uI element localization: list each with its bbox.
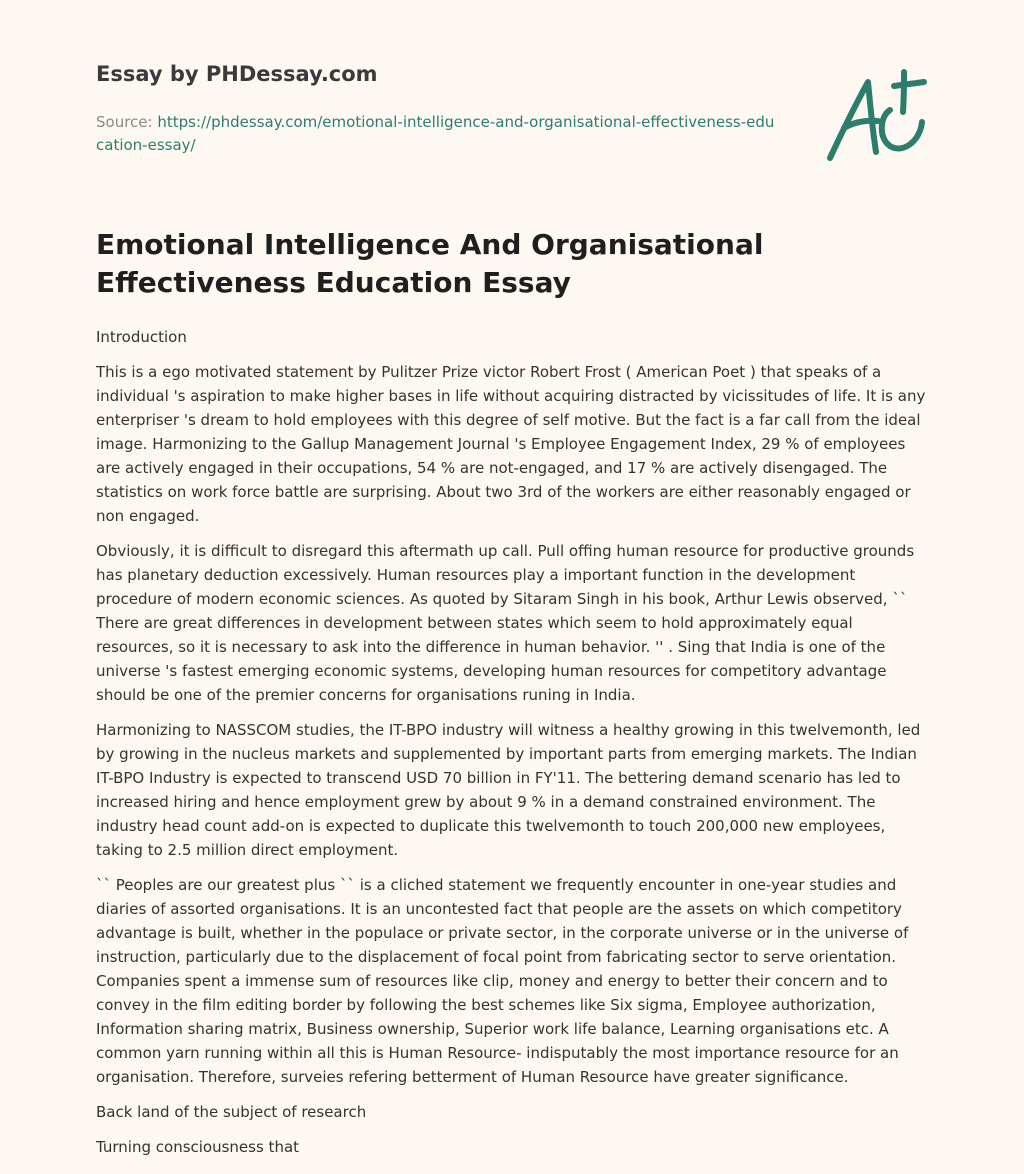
paragraph: This is a ego motivated statement by Pulitzer Prize victor Robert Frost ( American Poet ) that speaks of a individual 's aspiration to make higher bases in life without acquiring distracted by vicissitudes of life. It is any enterpriser 's dream to hold employees with this degree of self motive. But the fact is a far call from the ideal image. Harmonizing to the Gallup Management Journal 's Employee Engagement Index, 29 % of employees are actively engaged in their occupations, 54 % are not-engaged, and 17 % are actively disengaged. The statistics on work force battle are surprising. About two 3rd of the workers are either reasonably engaged or non engaged. bbox=[96, 363, 926, 525]
paragraph: Harmonizing to NASSCOM studies, the IT-BPO industry will witness a healthy growing in this twelvemonth, led by growing in the nucleus markets and supplemented by important parts from emerging markets. The Indian IT-BPO Industry is expected to transcend USD 70 billion in FY'11. The bettering demand scenario has led to increased hiring and hence employment grew by about 9 % in a demand constrained environment. The industry head count add-on is expected to duplicate this twelvemonth to touch 200,000 new employees, taking to 2.5 million direct employment. bbox=[96, 721, 921, 859]
source-link[interactable]: https://phdessay.com/emotional-intelligence-and-organisational-effectiveness-education-essay/ bbox=[96, 113, 775, 154]
section-heading-background: Back land of the subject of research bbox=[96, 1103, 367, 1121]
essay-body bbox=[96, 325, 932, 1170]
source-label: Source: bbox=[96, 113, 158, 131]
a-plus-logo-icon bbox=[818, 66, 930, 166]
paragraph: Turning consciousness that bbox=[96, 1138, 300, 1156]
section-heading-introduction: Introduction bbox=[96, 328, 187, 346]
paragraph: Obviously, it is difficult to disregard this aftermath up call. Pull offing human resource for productive grounds has planetary deduction excessively. Human resources play a important function in the development procedure of modern economic sciences. As quoted by Sitaram Singh in his book, Arthur Lewis observed, `` There are great differences in development between states which seem to hold approximately equal resources, so it is necessary to ask into the difference in human behavior. '' . Sing that India is one of the universe 's fastest emerging economic systems, developing human resources for competitory advantage should be one of the premier concerns for organisations runing in India. bbox=[96, 542, 915, 704]
paragraph: `` Peoples are our greatest plus `` is a cliched statement we frequently encounter in one-year studies and diaries of assorted organisations. It is an uncontested fact that people are the assets on which competitory advantage is built, whether in the populace or private sector, in the corporate universe or in the universe of instruction, particularly due to the displacement of focal point from fabricating sector to serve orientation. Companies spent a immense sum of resources like clip, money and energy to better their concern and to convey in the film editing border by following the best schemes like Six sigma, Employee authorization, Information sharing matrix, Business ownership, Superior work life balance, Learning organisations etc. A common yarn running within all this is Human Resource- indisputably the most importance resource for an organisation. Therefore, surveies refering betterment of Human Resource have greater significance. bbox=[96, 876, 909, 1086]
site-title: Essay by PHDessay.com bbox=[96, 62, 378, 86]
source-line bbox=[96, 111, 776, 157]
essay-title: Emotional Intelligence And Organisational Effectiveness Education Essay bbox=[96, 228, 764, 299]
